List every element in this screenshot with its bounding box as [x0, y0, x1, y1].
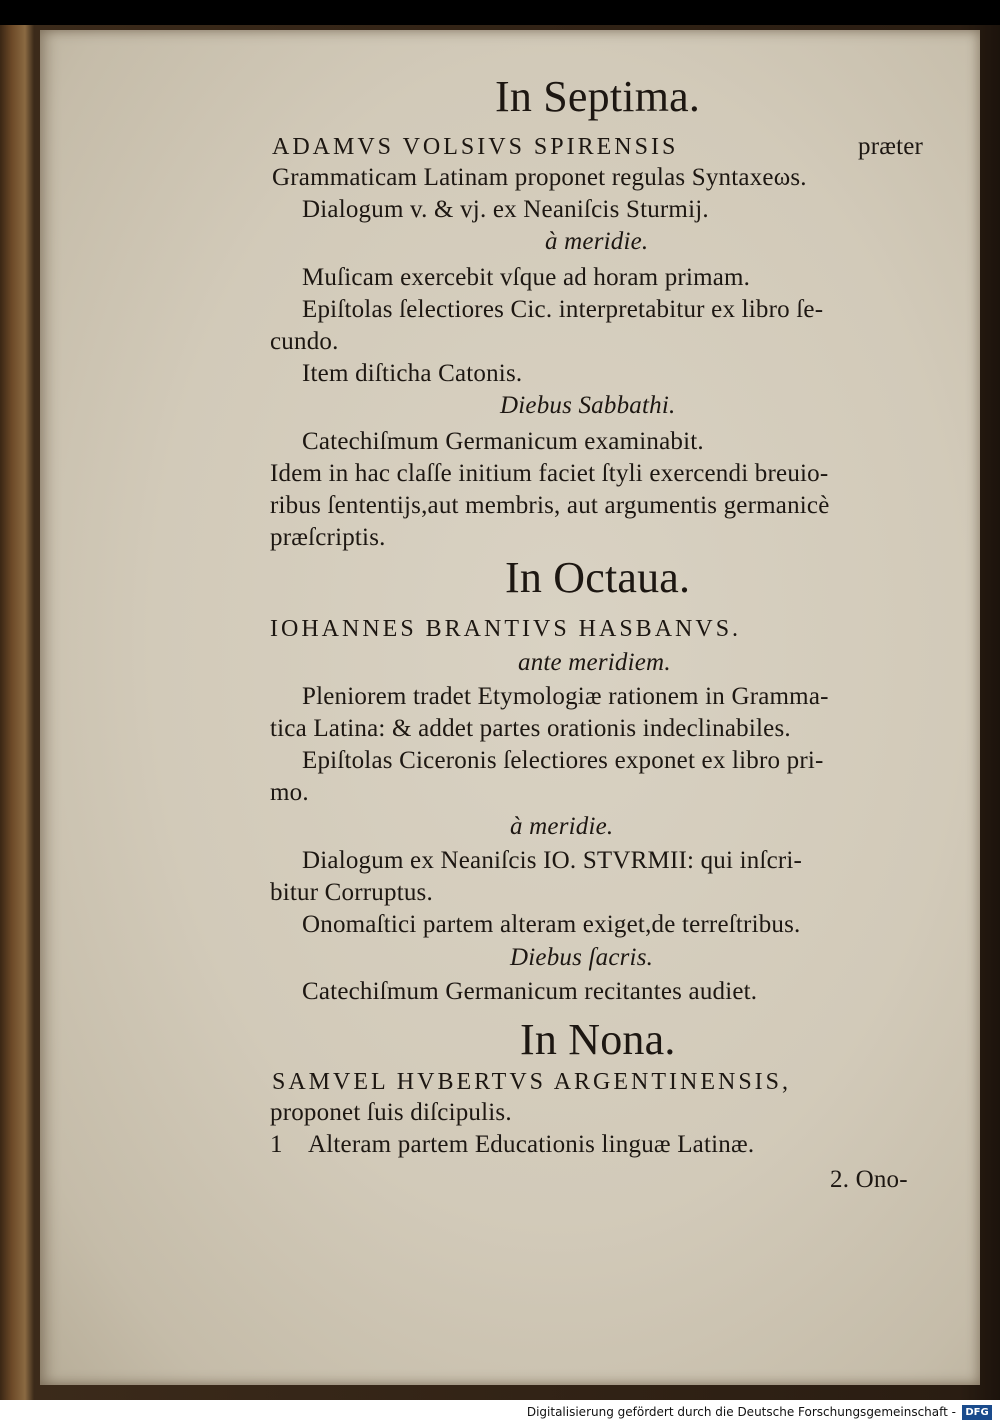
- section-subheading: à meridie.: [510, 813, 614, 840]
- catchword: 2. Ono-: [830, 1166, 908, 1193]
- item-number: 1: [270, 1131, 283, 1158]
- text-line: ribus ſententijs,aut membris, aut argumentis germanicè: [270, 492, 830, 519]
- section-subheading: à meridie.: [545, 228, 649, 255]
- section-subheading: ante meridiem.: [518, 649, 671, 676]
- text-line: Epiſtolas Ciceronis ſelectiores exponet ex libro pri-: [302, 747, 824, 774]
- text-line: præſcriptis.: [270, 524, 386, 551]
- heading-nona: In Nona.: [520, 1015, 676, 1064]
- text-line: Grammaticam Latinam proponet regulas Syntaxeωs.: [272, 164, 807, 191]
- heading-octaua: In Octaua.: [505, 553, 691, 602]
- book-page: [40, 30, 980, 1385]
- text-line: Dialogum ex Neaniſcis IO. STVRMII: qui inſcri-: [302, 847, 803, 874]
- text-line: Onomaſtici partem alteram exiget,de terreſtribus.: [302, 911, 801, 938]
- text-line: tica Latina: & addet partes orationis indeclinabiles.: [270, 715, 791, 742]
- text-line: præter: [858, 133, 924, 160]
- text-line: mo.: [270, 779, 309, 806]
- text-line: Catechiſmum Germanicum recitantes audiet.: [302, 978, 758, 1005]
- text-line: Epiſtolas ſelectiores Cic. interpretabitur ex libro ſe-: [302, 296, 824, 323]
- text-line: Item diſticha Catonis.: [302, 360, 523, 387]
- text-line: Idem in hac claſſe initium faciet ſtyli exercendi breuio-: [270, 460, 829, 487]
- text-line: Alteram partem Educationis linguæ Latinæ.: [308, 1131, 755, 1158]
- footer-bar: [0, 1400, 1000, 1425]
- dfg-logo: DFG: [962, 1405, 992, 1420]
- heading-septima: In Septima.: [495, 72, 701, 121]
- text-line: Muſicam exercebit vſque ad horam primam.: [302, 264, 751, 291]
- text-line: Dialogum v. & vj. ex Neaniſcis Sturmij.: [302, 196, 709, 223]
- text-line: SAMVEL HVBERTVS ARGENTINENSIS,: [272, 1069, 792, 1095]
- text-line: bitur Corruptus.: [270, 879, 433, 906]
- text-line: IOHANNES BRANTIVS HASBANVS.: [270, 616, 742, 642]
- text-line: Catechiſmum Germanicum examinabit.: [302, 428, 704, 455]
- section-subheading: Diebus ſacris.: [510, 944, 654, 971]
- text-line: ADAMVS VOLSIVS SPIRENSIS: [272, 134, 679, 160]
- text-line: proponet ſuis diſcipulis.: [270, 1099, 512, 1126]
- text-line: cundo.: [270, 328, 339, 355]
- section-subheading: Diebus Sabbathi.: [500, 392, 676, 419]
- footer-credit: Digitalisierung gefördert durch die Deutsche Forschungsgemeinschaft -: [526, 1405, 956, 1419]
- page-text: [40, 30, 980, 1385]
- text-line: Pleniorem tradet Etymologiæ rationem in Gramma-: [302, 683, 829, 710]
